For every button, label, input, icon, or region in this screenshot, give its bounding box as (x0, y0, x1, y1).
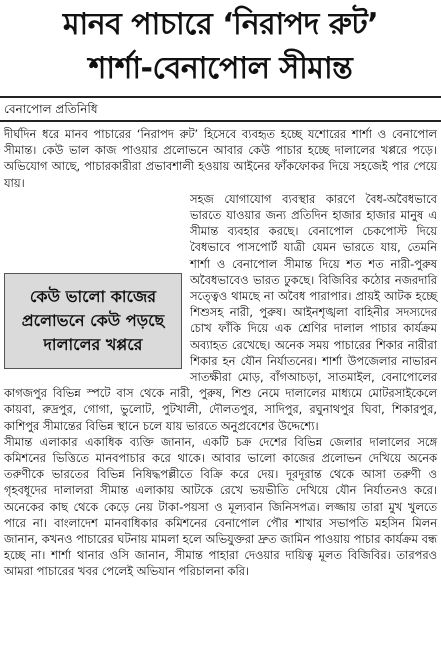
headline-line-2: শার্শা-বেনাপোল সীমান্ত (88, 51, 353, 86)
bottom-rule (0, 120, 441, 122)
byline-section (0, 96, 441, 122)
article-body (4, 126, 437, 580)
pull-quote-box (4, 273, 182, 369)
headline-line-1: মানব পাচারে ‘নিরাপদ রুট’ (62, 7, 379, 42)
article-paragraph-2: সহজ যোগাযোগ ব্যবস্থার কারণে বৈধ-অবৈধভাবে ভারতে যাওয়ার জন্য প্রতিদিন হাজার হাজার মানুষ এ সীমান্ত ব্যবহার করছে। বেনাপোল চেকপোস্ট দিয়ে বৈধভাবে পাসপোর্ট যাত্রী যেমন ভারতে যায়, তেমনি শার্শা ও বেনাপোল সীমান্ত দিয়ে শত শত নারী-পুরুষ অবৈধভাবেও ভারত ঢুকছে। বিজিবির কঠোর নজরদারি সত্ত্বেও থামছে না অবৈধ পারাপার। প্রায়ই আটক হচ্ছে শিশুসহ নারী, পুরুষ। আইনশৃঙ্খলা বাহিনীর সদস্যদের চোখ ফাঁকি দিয়ে এক শ্রেণির দালাল পাচার কার্যক্রম অব্যাহত রেখেছে। অনেক সময় পাচারের শিকার নারীরা শিকার হন যৌন নির্যাতনের। শার্শা উপজেলার নাভারন সাতক্ষীরা মোড়, বাঁগআচড়া, সাতমাইল, বেনাপোলের কাগজপুর বিভিন্ন স্পটে বাস থেকে নারী, পুরুষ, শিশু নেমে দালালের মাধ্যমে মোটরসাইকেলে কায়বা, রুদ্রপুর, গোগা, ভুলোট, পুটখালী, দৌলতপুর, সাদিপুর, রঘুনাথপুর ঘিবা, শিকারপুর, কাশিপুর সীমান্তের বিভিন্ন স্থানে চলে যায় ভারতে অনুপ্রবেশের উদ্দেশ্যে। (4, 191, 437, 433)
article-paragraph-1: দীর্ঘদিন ধরে মানব পাচারের ‘নিরাপদ রুট’ হিসেবে ব্যবহৃত হচ্ছে যশোরের শার্শা ও বেনাপোল সীমান্ত। কেউ ভাল কাজ পাওয়ার প্রলোভনে আবার কেউ পাচার হচ্ছে দালালের খপ্পরে পড়ে। অভিযোগ আছে, পাচারকারীরা প্রভাবশালী হওয়ায় আইনের ফাঁকফোকর দিয়ে সহজেই পার পেয়ে যায়। (4, 127, 437, 190)
pull-quote-text: কেউ ভালো কাজের প্রলোভনে কেউ পড়ছে দালালের খপ্পরে (21, 286, 165, 354)
byline: বেনাপোল প্রতিনিধি (4, 102, 98, 116)
article-paragraph-3: সীমান্ত এলাকার একাধিক ব্যক্তি জানান, একটি চক্র দেশের বিভিন্ন জেলার দালালের সঙ্গে কমিশনের ভিত্তিতে মানবপাচার করে থাকে। আবার ভালো কাজের প্রলোভন দেখিয়ে অনেক তরুণীকে ভারতের বিভিন্ন নিষিদ্ধপল্লীতে বিক্রি করে দেয়। দূরদূরান্ত থেকে আসা তরুণী ও গৃহবধূদের দালালরা সীমান্ত এলাকায় আটকে রেখে ভয়ভীতি দেখিয়ে যৌন নির্যাতনও করে। অনেকের কাছ থেকে কেড়ে নেয় টাকা-পয়সা ও মূল্যবান জিনিসপত্র। লজ্জায় তারা মুখ খুলতে পারে না। বাংলাদেশ মানবাধিকার কমিশনের বেনাপোল পৌর শাখার সভাপতি মহসিন মিলন জানান, কখনও পাচারের ঘটনায় মামলা হলে অভিযুক্তরা দ্রুত জামিন পাওয়ায় পাচার কার্যক্রম বন্ধ হচ্ছে না। শার্শা থানার ওসি জানান, সীমান্ত পাহারা দেওয়ার দায়িত্ব মূলত বিজিবির। তারপরও আমরা পাচারের খবর পেলেই অভিযান পরিচালনা করি। (4, 434, 437, 579)
